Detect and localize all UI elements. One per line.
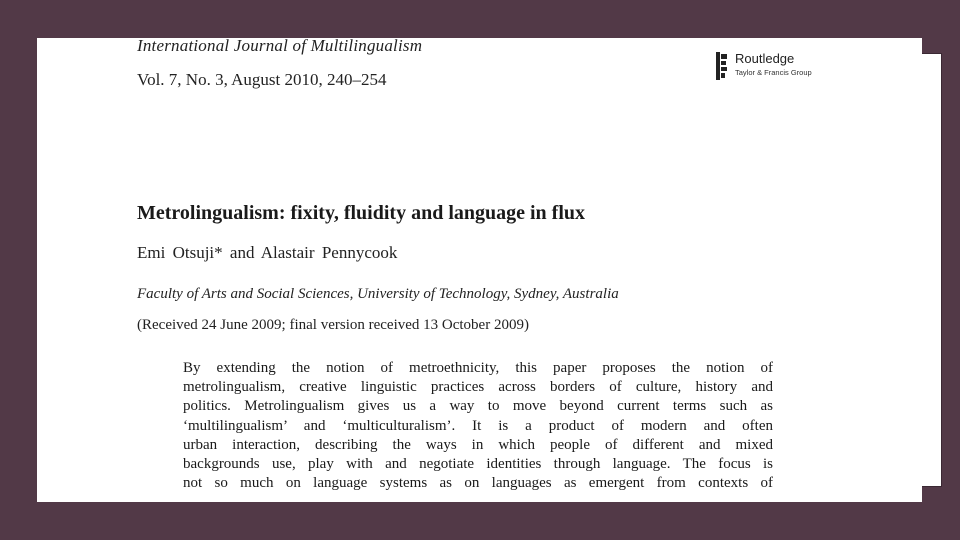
abstract <box>183 359 773 492</box>
received-dates: (Received 24 June 2009; final version received 13 October 2009) <box>137 317 529 333</box>
abstract-line: urban interaction, describing the ways in which people of different and mixed <box>183 436 773 453</box>
article-title: Metrolingualism: fixity, fluidity and language in flux <box>137 202 586 224</box>
abstract-line: not so much on language systems as on languages as emergent from contexts of <box>183 475 773 492</box>
author-affiliation: Faculty of Arts and Social Sciences, University of Technology, Sydney, Australia <box>137 286 619 302</box>
publisher-group: Taylor & Francis Group <box>735 68 812 77</box>
publisher-logo <box>716 52 846 84</box>
journal-name: International Journal of Multilingualism <box>137 36 423 55</box>
abstract-line: ‘multilingualism’ and ‘multiculturalism’. It is a product of modern and often <box>183 417 773 434</box>
paper-page <box>37 38 922 502</box>
journal-citation: Vol. 7, No. 3, August 2010, 240–254 <box>137 70 387 89</box>
routledge-logo-icon <box>716 52 728 80</box>
article-authors: Emi Otsuji* and Alastair Pennycook <box>137 243 398 262</box>
abstract-line: metrolingualism, creative linguistic practices across borders of culture, history and <box>183 379 773 396</box>
abstract-line: backgrounds use, play with and negotiate identities through language. The focus is <box>183 456 773 473</box>
abstract-line: politics. Metrolingualism gives us a way to move beyond current terms such as <box>183 398 773 415</box>
publisher-name: Routledge <box>735 51 795 66</box>
abstract-line: By extending the notion of metroethnicity, this paper proposes the notion of <box>183 360 773 376</box>
